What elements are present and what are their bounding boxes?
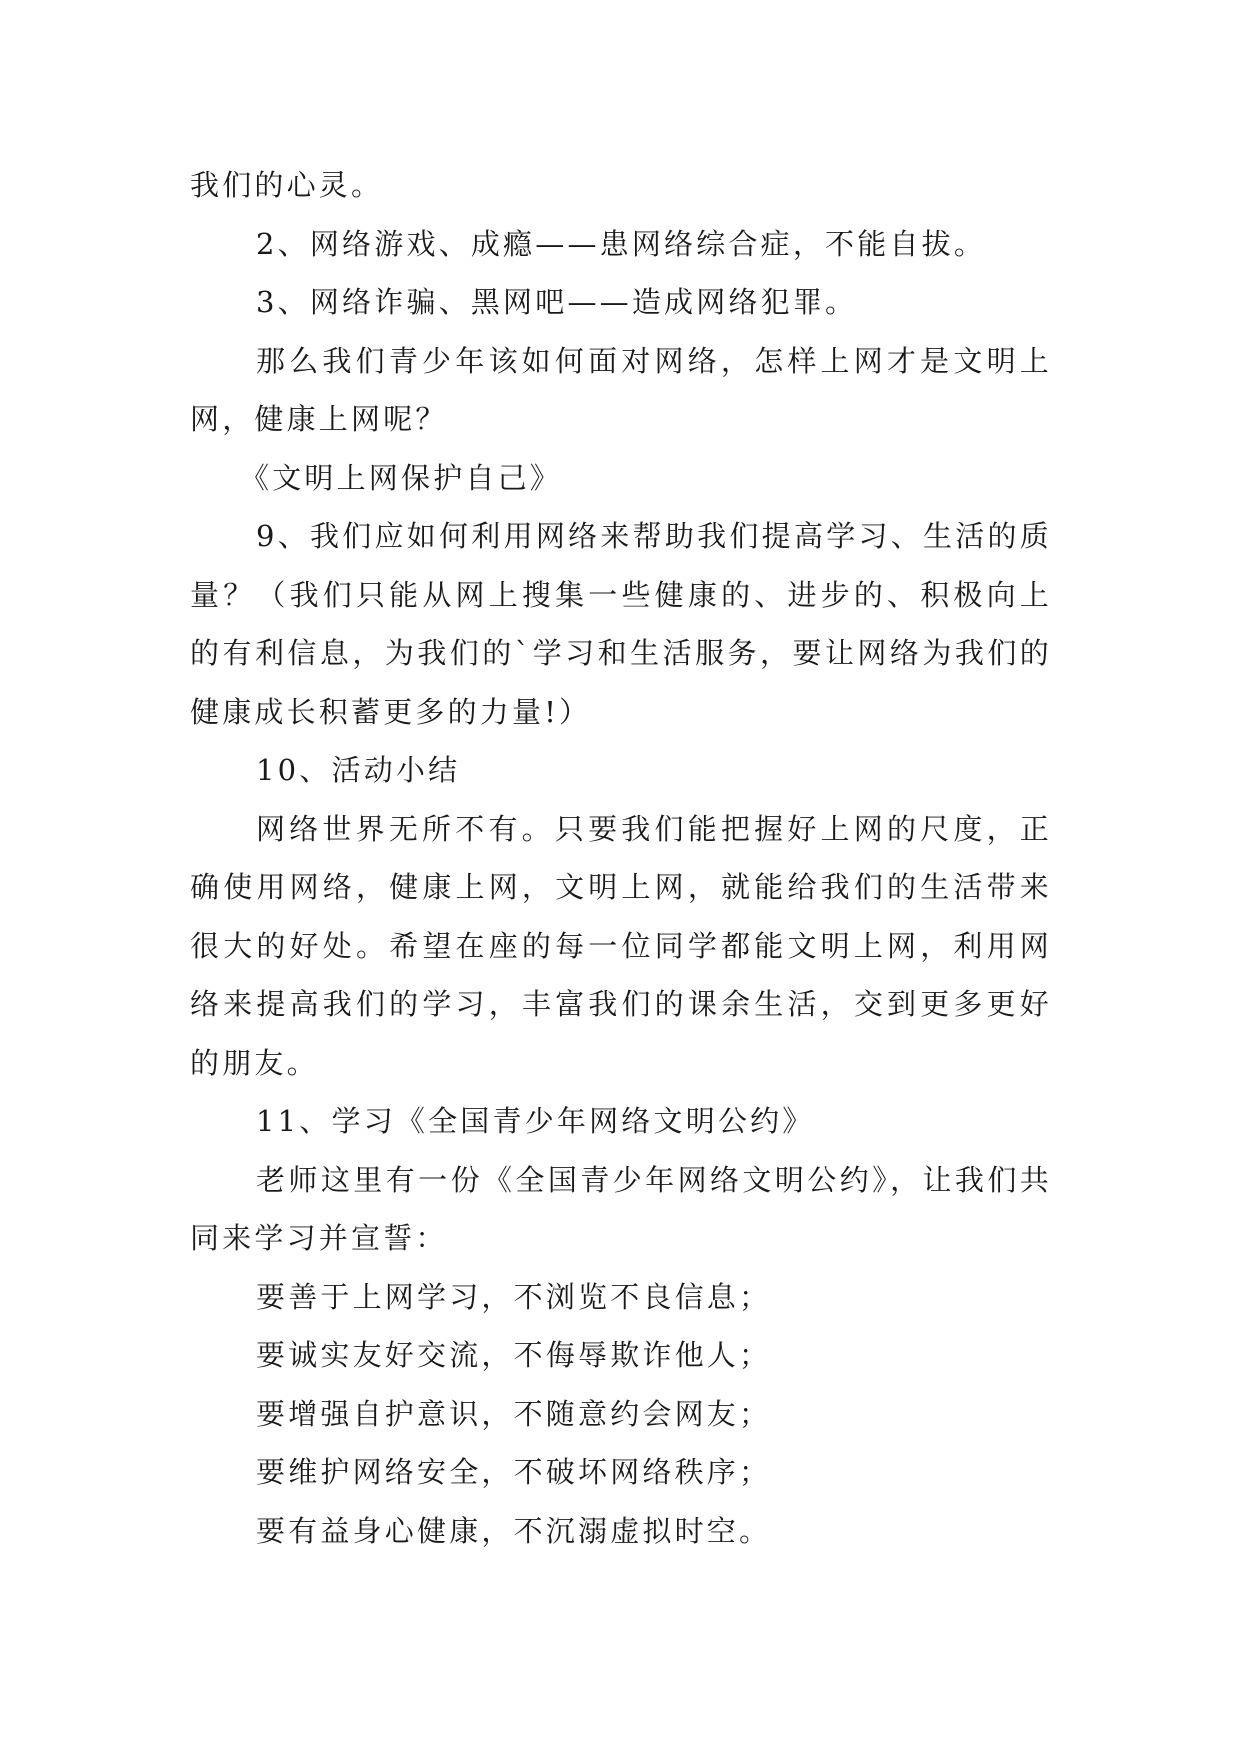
paragraph-teacher: 老师这里有一份《全国青少年网络文明公约》，让我们共同来学习并宣誓： [190, 1162, 1052, 1255]
pledge-line-1: 要善于上网学习，不浏览不良信息； [256, 1279, 772, 1314]
paragraph-item-10: 10、活动小结 [256, 753, 461, 787]
paragraph-continuation: 我们的心灵。 [190, 168, 384, 202]
pledge-line-5: 要有益身心健康，不沉溺虚拟时空。 [256, 1513, 772, 1548]
section-title: 《文明上网保护自己》 [240, 460, 563, 495]
pledge-line-4: 要维护网络安全，不破坏网络秩序； [256, 1455, 772, 1489]
pledge-line-2: 要诚实友好交流，不侮辱欺诈他人； [256, 1338, 772, 1372]
paragraph-summary: 网络世界无所不有。只要我们能把握好上网的尺度，正确使用网络，健康上网，文明上网，就能给我们的生活带来很大的好处。希望在座的每一位同学都能文明上网，利用网络来提高我们的学习，丰富我们的课余生活，交到更多更好的朋友。 [190, 811, 1052, 1080]
pledge-line-3: 要增强自护意识，不随意约会网友； [256, 1396, 772, 1431]
paragraph-item-3: 3、网络诈骗、黑网吧——造成网络犯罪。 [256, 285, 858, 319]
paragraph-item-2: 2、网络游戏、成瘾——患网络综合症，不能自拔。 [256, 226, 987, 261]
paragraph-item-9: 9、我们应如何利用网络来帮助我们提高学习、生活的质量？（我们只能从网上搜集一些健康的、进步的、积极向上的有利信息，为我们的`学习和生活服务，要让网络为我们的健康成长积蓄更多的力量!） [190, 519, 1052, 729]
paragraph-question: 那么我们青少年该如何面对网络，怎样上网才是文明上网，健康上网呢？ [190, 343, 1052, 436]
paragraph-item-11: 11、学习《全国青少年网络文明公约》 [256, 1104, 815, 1138]
document-body [190, 156, 1052, 1560]
